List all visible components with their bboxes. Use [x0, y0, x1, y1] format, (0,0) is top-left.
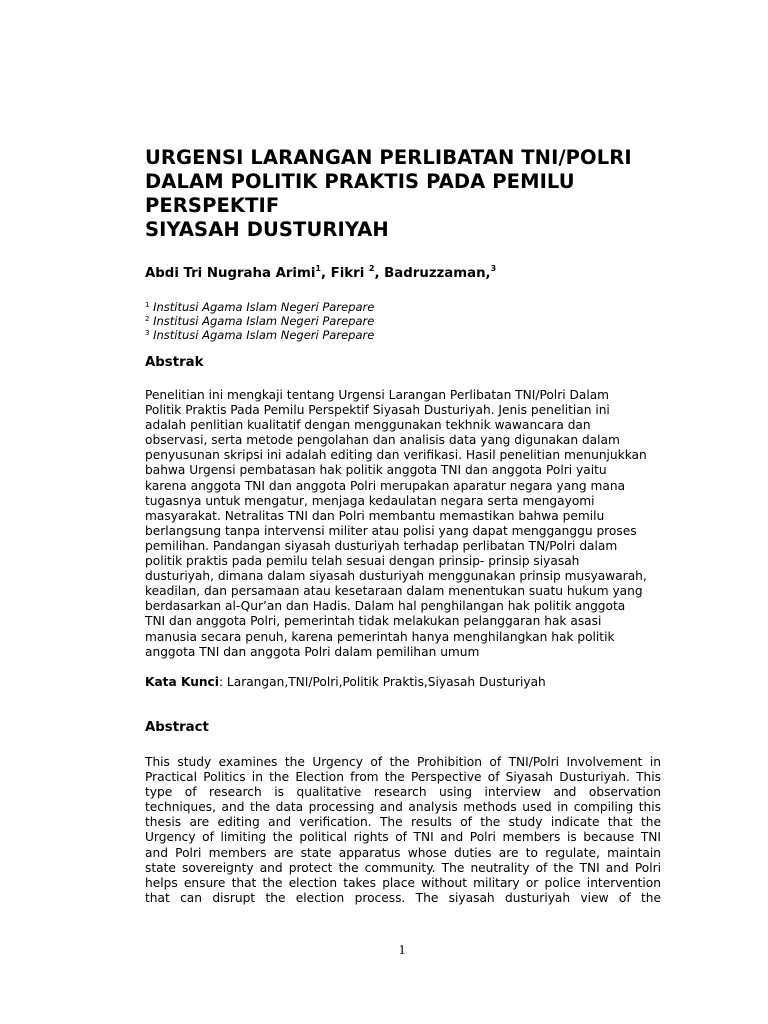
author-affiliation-mark: 2	[368, 264, 375, 273]
keywords-label: Kata Kunci	[145, 675, 219, 689]
keywords-text: : Larangan,TNI/Polri,Politik Praktis,Siyasah Dusturiyah	[218, 675, 546, 689]
abstract-line: state sovereignty and protect the community. The neutrality of the TNI and Polri	[145, 860, 661, 875]
abstrak-line: masyarakat. Netralitas TNI dan Polri membantu memastikan bahwa pemilu	[145, 508, 605, 523]
abstract-line: Practical Politics in the Election from the Perspective of Siyasah Dusturiyah. This	[145, 770, 661, 785]
abstrak-line: penyusunan skripsi ini adalah editing dan verifikasi. Hasil penelitian menunjukkan	[145, 448, 647, 463]
author-separator: , Badruzzaman,	[374, 266, 491, 281]
abstract-line: type of research is qualitative research using interview and observation	[145, 785, 661, 800]
abstract-line: thesis are editing and verification. The results of the study indicate that the	[145, 815, 661, 830]
author-name: Abdi Tri Nugraha Arimi	[145, 266, 316, 281]
abstract-line: helps ensure that the election takes place without military or police intervention	[145, 875, 661, 890]
title-line: PERSPEKTIF	[145, 194, 280, 217]
abstrak-line: berlangsung tanpa intervensi militer atau polisi yang dapat mengganggu proses	[145, 523, 637, 538]
abstrak-line: tugasnya untuk mengatur, menjaga kedaulatan negara serta mengayomi	[145, 493, 595, 508]
affiliation-text: Institusi Agama Islam Negeri Parepare	[149, 314, 375, 328]
abstrak-line: dusturiyah, dimana dalam siyasah dusturiyah menggunakan prinsip musyawarah,	[145, 569, 647, 584]
affiliation-number: 3	[145, 329, 150, 337]
affiliation-number: 2	[145, 315, 150, 323]
abstrak-line: bahwa Urgensi pembatasan hak politik anggota TNI dan anggota Polri yaitu	[145, 463, 607, 478]
affiliation-item	[145, 328, 374, 342]
abstrak-line: Penelitian ini mengkaji tentang Urgensi Larangan Perlibatan TNI/Polri Dalam	[145, 388, 610, 402]
abstrak-line: anggota TNI dan anggota Polri dalam pemilihan umum	[145, 644, 480, 659]
author-list	[145, 266, 496, 281]
title-line: SIYASAH DUSTURIYAH	[145, 218, 389, 241]
abstrak-line: adalah penlitian kualitatif dengan menggunakan tekhnik wawancara dan	[145, 418, 591, 433]
abstrak-line: TNI dan anggota Polri, pemerintah tidak melakukan pelanggaran hak asasi	[145, 614, 602, 629]
author-affiliation-mark: 3	[490, 264, 497, 273]
abstract-line: This study examines the Urgency of the Prohibition of TNI/Polri Involvement in	[145, 755, 661, 769]
affiliation-list	[145, 300, 374, 342]
title-line: DALAM POLITIK PRAKTIS PADA PEMILU	[145, 170, 575, 193]
abstract-paragraph	[145, 755, 661, 906]
affiliation-text: Institusi Agama Islam Negeri Parepare	[149, 300, 375, 314]
affiliation-item	[145, 300, 374, 314]
abstract-line: techniques, and the data processing and analysis methods used in compiling this	[145, 800, 661, 815]
abstract-line: that can disrupt the election process. The siyasah dusturiyah view of the	[145, 890, 661, 905]
page-number: 1	[398, 943, 406, 958]
affiliation-number: 1	[145, 301, 150, 309]
abstrak-line: manusia secara penuh, karena pemerintah hanya menghilangkan hak politik	[145, 629, 615, 644]
abstrak-line: keadilan, dan persamaan atau kesetaraan dalam menentukan suatu hukum yang	[145, 584, 643, 599]
abstrak-line: politik praktis pada pemilu telah sesuai dengan prinsip- prinsip siyasah	[145, 554, 580, 569]
abstrak-heading: Abstrak	[145, 355, 204, 370]
author-affiliation-mark: 1	[315, 264, 321, 273]
abstrak-line: Politik Praktis Pada Pemilu Perspektif Siyasah Dusturiyah. Jenis penelitian ini	[145, 403, 610, 418]
abstrak-line: observasi, serta metode pengolahan dan analisis data yang digunakan dalam	[145, 433, 620, 448]
keywords	[145, 675, 546, 689]
abstract-line: Urgency of limiting the political rights of TNI and Polri members is because TNI	[145, 830, 661, 845]
title-line: URGENSI LARANGAN PERLIBATAN TNI/POLRI	[145, 146, 632, 169]
author-separator: , Fikri	[320, 266, 369, 281]
paper-title	[145, 146, 705, 242]
affiliation-text: Institusi Agama Islam Negeri Parepare	[149, 328, 375, 342]
abstract-line: and Polri members are state apparatus whose duties are to regulate, maintain	[145, 845, 661, 860]
abstrak-line: karena anggota TNI dan anggota Polri merupakan aparatur negara yang mana	[145, 478, 626, 493]
abstract-heading: Abstract	[145, 720, 209, 735]
abstrak-paragraph	[145, 388, 647, 660]
abstrak-line: berdasarkan al-Qur’an dan Hadis. Dalam hal penghilangan hak politik anggota	[145, 599, 626, 614]
affiliation-item	[145, 314, 374, 328]
abstrak-line: pemilihan. Pandangan siyasah dusturiyah terhadap perlibatan TN/Polri dalam	[145, 538, 618, 553]
